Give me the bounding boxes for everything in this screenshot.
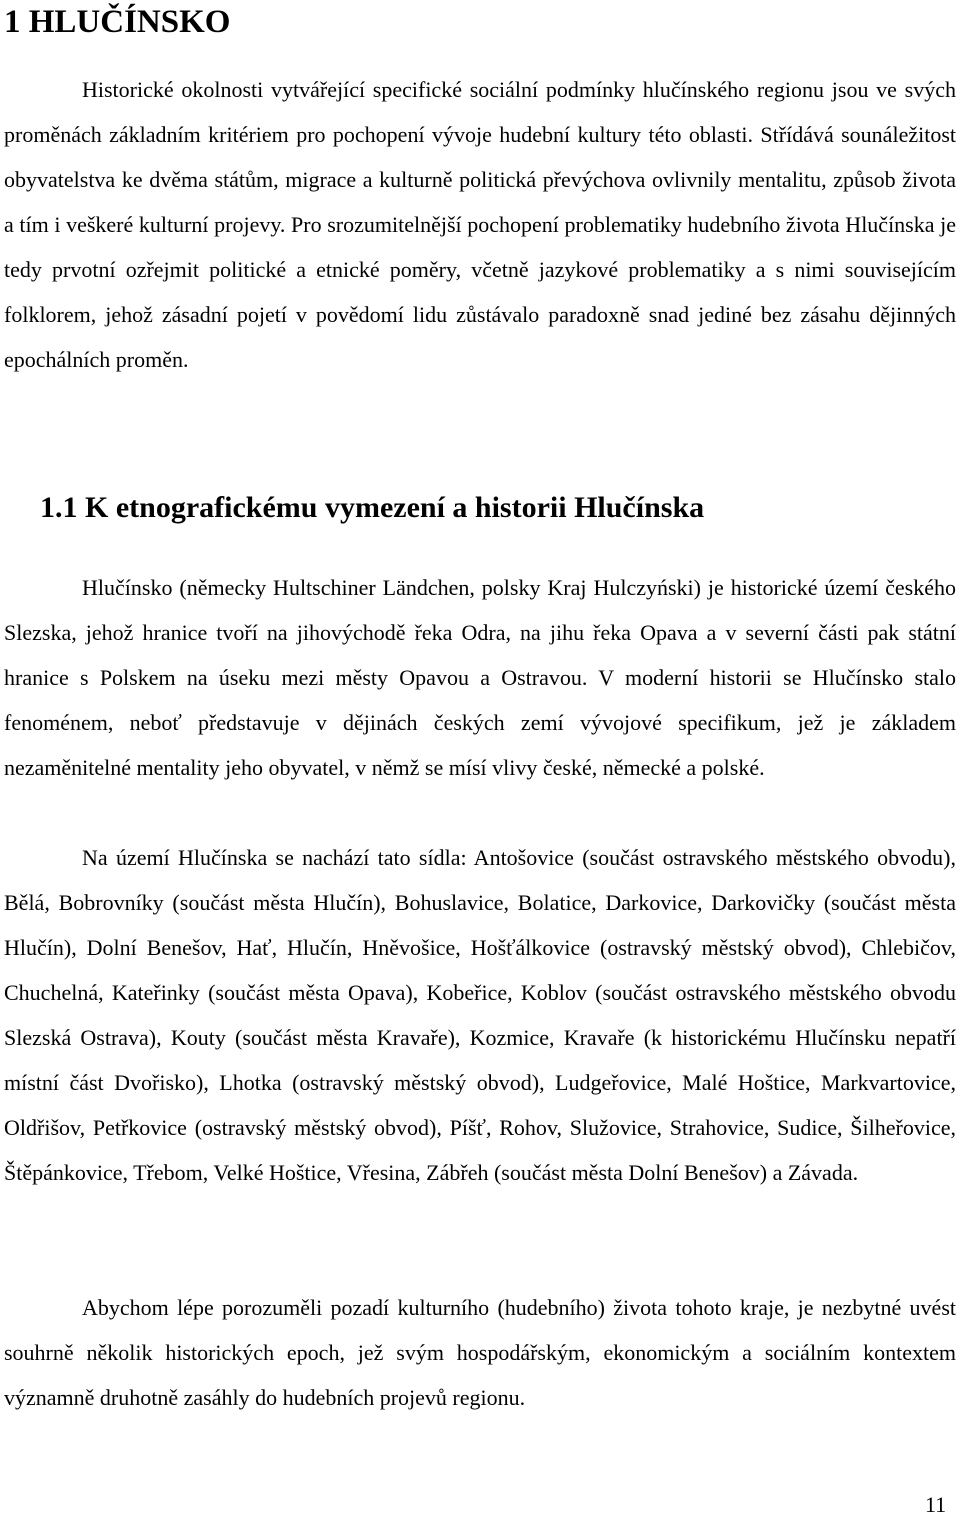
section-paragraph-1: Hlučínsko (německy Hultschiner Ländchen, polsky Kraj Hulczyński) je historické území českého Slezska, jehož hranice tvoří na jihovýchodě řeka Odra, na jihu řeka Opava a v severní části pak státní hranice s Polskem na úseku mezi městy Opavou a Ostravou. V moderní historii se Hlučínsko stalo fenoménem, neboť představuje v dějinách českých zemí vývojové specifikum, jež je základem nezaměnitelné mentality jeho obyvatel, v němž se mísí vlivy české, německé a polské. bbox=[4, 575, 956, 780]
section-paragraph-3: Abychom lépe porozuměli pozadí kulturního (hudebního) života tohoto kraje, je nezbytné uvést souhrně několik historických epoch, jež svým hospodářským, ekonomickým a sociálním kontextem významně druhotně zasáhly do hudebních projevů regionu. bbox=[4, 1295, 956, 1410]
section-paragraph-2: Na území Hlučínska se nachází tato sídla: Antošovice (součást ostravského městského obvodu), Bělá, Bobrovníky (součást města Hlučín), Bohuslavice, Bolatice, Darkovice, Darkovičky (součást města Hlučín), Dolní Benešov, Hať, Hlučín, Hněvošice, Hošťálkovice (ostravský městský obvod), Chlebičov, Chuchelná, Kateřinky (součást města Opava), Kobeřice, Koblov (součást ostravského městského obvodu Slezská Ostrava), Kouty (součást města Kravaře), Kozmice, Kravaře (k historickému Hlučínsku nepatří místní část Dvořisko), Lhotka (ostravský městský obvod), Ludgeřovice, Malé Hoštice, Markvartovice, Oldřišov, Petřkovice (ostravský městský obvod), Píšť, Rohov, Služovice, Strahovice, Sudice, Šilheřovice, Štěpánkovice, Třebom, Velké Hoštice, Vřesina, Zábřeh (součást města Dolní Benešov) a Závada. bbox=[4, 845, 956, 1185]
intro-paragraph: Historické okolnosti vytvářející specifické sociální podmínky hlučínského regionu jsou ve svých proměnách základním kritériem pro pochopení vývoje hudební kultury této oblasti. Střídává sounáležitost obyvatelstva ke dvěma státům, migrace a kulturně politická převýchova ovlivnily mentalitu, způsob života a tím i veškeré kulturní projevy. Pro srozumitelnější pochopení problematiky hudebního života Hlučínska je tedy prvotní ozřejmit politické a etnické poměry, včetně jazykové problematiky a s nimi souvisejícím folklorem, jehož zásadní pojetí v povědomí lidu zůstávalo paradoxně snad jediné bez zásahu dějinných epochálních proměn. bbox=[4, 77, 956, 372]
chapter-title: 1 HLUČÍNSKO bbox=[4, 4, 231, 40]
page-number: 11 bbox=[925, 1492, 947, 1517]
section-title: 1.1 K etnografickému vymezení a historii Hlučínska bbox=[40, 491, 705, 524]
